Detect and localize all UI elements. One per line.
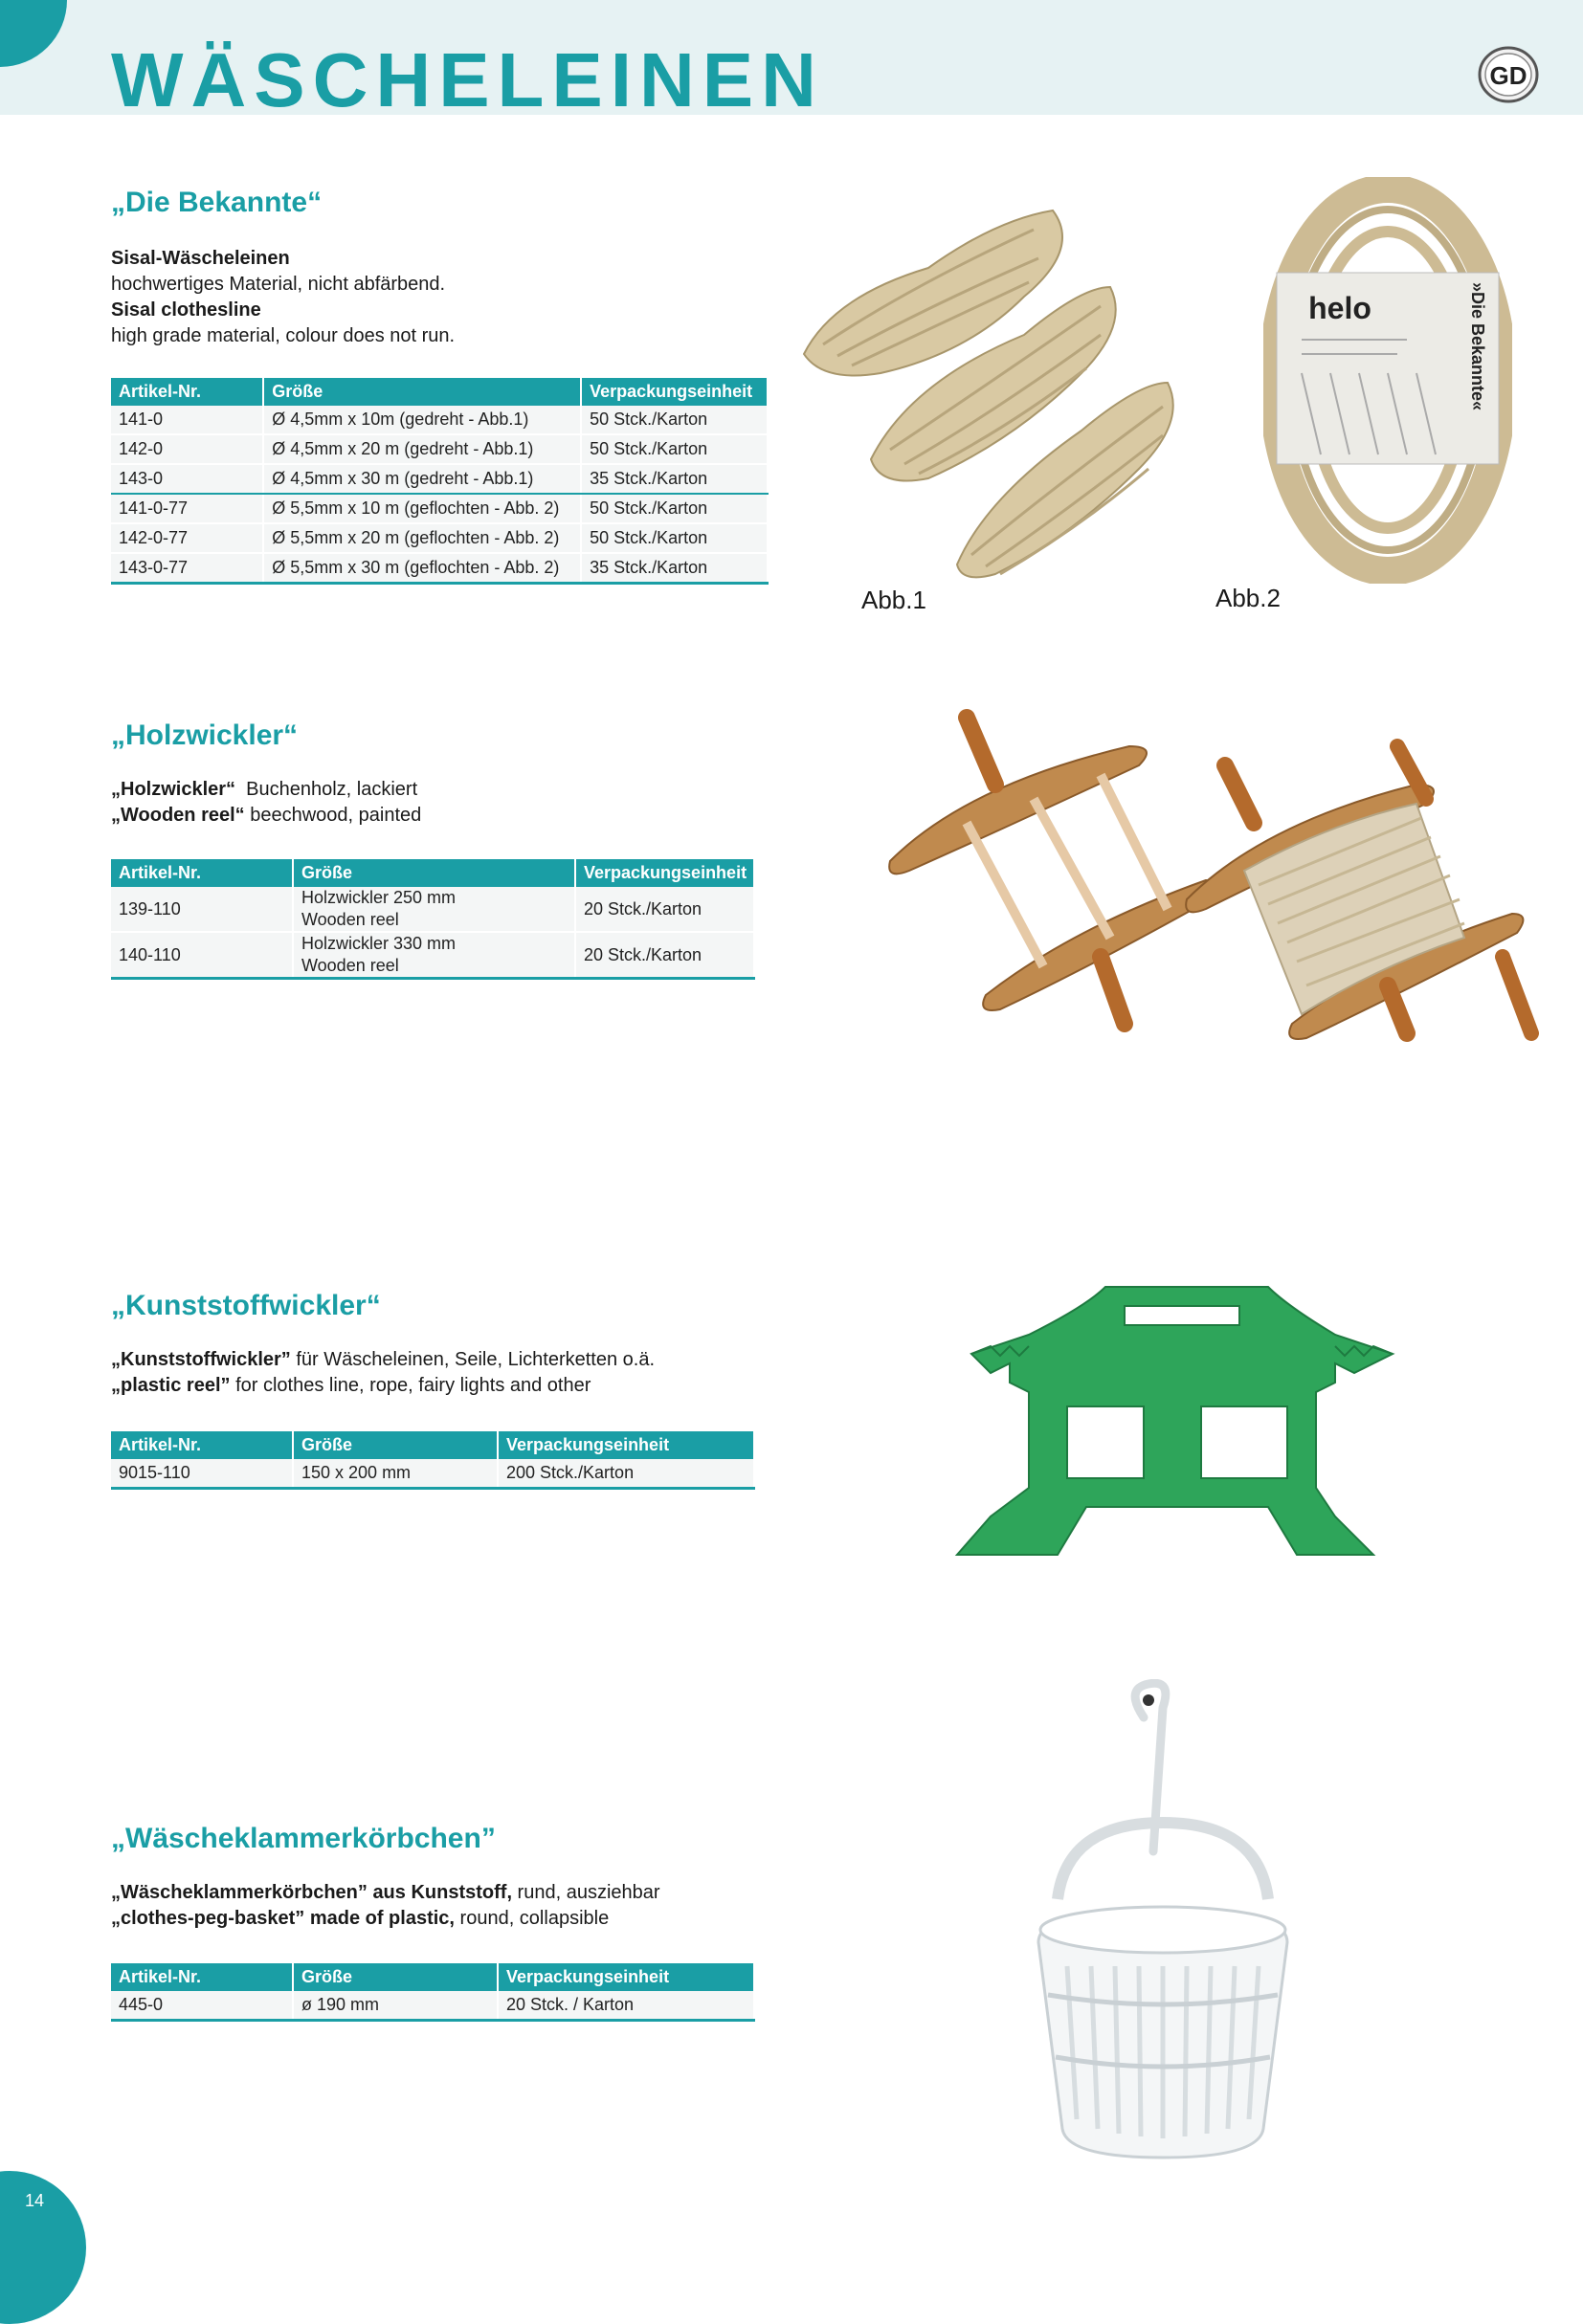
table-row bbox=[111, 1459, 754, 1489]
table-row bbox=[111, 1991, 754, 2021]
table-header-row bbox=[111, 1431, 754, 1459]
peg-basket-image bbox=[1019, 1679, 1306, 2177]
page-number: 14 bbox=[25, 2191, 45, 2210]
table-cell: 200 Stck./Karton bbox=[498, 1459, 754, 1489]
table-cell: Ø 4,5mm x 10m (gedreht - Abb.1) bbox=[263, 406, 581, 434]
table-cell: 141-0-77 bbox=[111, 494, 263, 523]
package-product-text: »Die Bekannte« bbox=[1468, 282, 1487, 411]
column-header: Artikel-Nr. bbox=[111, 378, 263, 406]
size-line: Holzwickler 250 mm bbox=[301, 888, 457, 907]
table-cell: 20 Stck./Karton bbox=[575, 932, 754, 979]
table-cell: 35 Stck./Karton bbox=[581, 553, 768, 584]
table-cell: ø 190 mm bbox=[293, 1991, 498, 2021]
table-cell: 141-0 bbox=[111, 406, 263, 434]
table-cell: 143-0 bbox=[111, 464, 263, 494]
desc-line: hochwertiges Material, nicht abfärbend. bbox=[111, 274, 446, 295]
brand-text: helo bbox=[1308, 291, 1371, 325]
wooden-reels-image bbox=[881, 708, 1541, 1052]
section-description bbox=[111, 1880, 660, 1932]
table-cell: Ø 4,5mm x 20 m (gedreht - Abb.1) bbox=[263, 434, 581, 464]
desc-text: rund, ausziehbar bbox=[512, 1882, 660, 1903]
desc-text: round, collapsible bbox=[454, 1908, 610, 1929]
desc-text: Buchenholz, lackiert bbox=[235, 779, 418, 800]
product-table-sisal bbox=[111, 378, 769, 585]
section-description bbox=[111, 1347, 655, 1399]
table-cell: 20 Stck./Karton bbox=[575, 887, 754, 932]
section-title-waescheklammerkoerbchen: „Wäscheklammerkörbchen” bbox=[111, 1823, 496, 1854]
braided-coil-image bbox=[1263, 177, 1512, 584]
table-row bbox=[111, 887, 754, 932]
size-line: Wooden reel bbox=[301, 956, 399, 975]
table-row bbox=[111, 523, 768, 553]
column-header: Artikel-Nr. bbox=[111, 1963, 293, 1991]
table-cell: 140-110 bbox=[111, 932, 293, 979]
table-cell: 150 x 200 mm bbox=[293, 1459, 498, 1489]
column-header: Verpackungseinheit bbox=[498, 1963, 754, 1991]
desc-bold: „clothes-peg-basket” made of plastic, bbox=[111, 1908, 455, 1929]
table-cell: 50 Stck./Karton bbox=[581, 494, 768, 523]
table-cell: 35 Stck./Karton bbox=[581, 464, 768, 494]
product-table-holzwickler bbox=[111, 859, 755, 980]
desc-bold: „Wooden reel“ bbox=[111, 805, 245, 826]
table-row bbox=[111, 406, 768, 434]
table-row bbox=[111, 932, 754, 979]
table-row bbox=[111, 494, 768, 523]
column-header: Artikel-Nr. bbox=[111, 859, 293, 887]
desc-line: high grade material, colour does not run. bbox=[111, 325, 456, 346]
column-header: Größe bbox=[293, 1431, 498, 1459]
column-header: Artikel-Nr. bbox=[111, 1431, 293, 1459]
size-line: Wooden reel bbox=[301, 910, 399, 929]
plastic-reel-image bbox=[952, 1268, 1402, 1574]
desc-text: for clothes line, rope, fairy lights and other bbox=[230, 1375, 591, 1396]
table-cell: 50 Stck./Karton bbox=[581, 406, 768, 434]
column-header: Größe bbox=[263, 378, 581, 406]
table-row bbox=[111, 464, 768, 494]
table-header-row bbox=[111, 1963, 754, 1991]
table-cell bbox=[293, 932, 575, 979]
table-cell: Ø 5,5mm x 30 m (geflochten - Abb. 2) bbox=[263, 553, 581, 584]
size-line: Holzwickler 330 mm bbox=[301, 934, 457, 953]
column-header: Verpackungseinheit bbox=[498, 1431, 754, 1459]
table-cell: 143-0-77 bbox=[111, 553, 263, 584]
sisal-hanks-image bbox=[794, 191, 1196, 584]
table-cell: 142-0 bbox=[111, 434, 263, 464]
section-description bbox=[111, 777, 421, 829]
table-header-row bbox=[111, 378, 768, 406]
desc-text: für Wäscheleinen, Seile, Lichterketten o.ä. bbox=[290, 1349, 656, 1370]
table-cell: Ø 4,5mm x 30 m (gedreht - Abb.1) bbox=[263, 464, 581, 494]
table-row bbox=[111, 553, 768, 584]
column-header: Verpackungseinheit bbox=[581, 378, 768, 406]
table-cell: 139-110 bbox=[111, 887, 293, 932]
section-title-kunststoffwickler: „Kunststoffwickler“ bbox=[111, 1290, 381, 1321]
table-cell: Ø 5,5mm x 10 m (geflochten - Abb. 2) bbox=[263, 494, 581, 523]
product-table-kunststoffwickler bbox=[111, 1431, 755, 1490]
desc-text: beechwood, painted bbox=[244, 805, 422, 826]
table-cell: 142-0-77 bbox=[111, 523, 263, 553]
table-cell bbox=[293, 887, 575, 932]
column-header: Größe bbox=[293, 859, 575, 887]
desc-bold: „Wäscheklammerkörbchen” aus Kunststoff, bbox=[111, 1882, 512, 1903]
page-title: WÄSCHELEINEN bbox=[111, 37, 824, 122]
table-cell: 9015-110 bbox=[111, 1459, 293, 1489]
desc-bold: „plastic reel” bbox=[111, 1375, 231, 1396]
section-description bbox=[111, 246, 455, 349]
wooden-reel-wound bbox=[1186, 746, 1531, 1039]
desc-bold: „Holzwickler“ bbox=[111, 779, 236, 800]
desc-line: Sisal-Wäscheleinen bbox=[111, 248, 290, 269]
section-title-holzwickler: „Holzwickler“ bbox=[111, 719, 299, 751]
figure-caption: Abb.1 bbox=[861, 586, 926, 614]
column-header: Größe bbox=[293, 1963, 498, 1991]
desc-bold: „Kunststoffwickler” bbox=[111, 1349, 291, 1370]
table-row bbox=[111, 434, 768, 464]
column-header: Verpackungseinheit bbox=[575, 859, 754, 887]
desc-line: Sisal clothesline bbox=[111, 299, 261, 321]
brand-logo bbox=[1478, 46, 1539, 103]
table-cell: Ø 5,5mm x 20 m (geflochten - Abb. 2) bbox=[263, 523, 581, 553]
table-cell: 20 Stck. / Karton bbox=[498, 1991, 754, 2021]
table-cell: 50 Stck./Karton bbox=[581, 523, 768, 553]
logo-text: GD bbox=[1489, 61, 1527, 90]
product-table-waescheklammerkoerbchen bbox=[111, 1963, 755, 2022]
figure-caption: Abb.2 bbox=[1215, 584, 1281, 612]
table-header-row bbox=[111, 859, 754, 887]
table-cell: 50 Stck./Karton bbox=[581, 434, 768, 464]
section-title-die-bekannte: „Die Bekannte“ bbox=[111, 187, 323, 218]
table-cell: 445-0 bbox=[111, 1991, 293, 2021]
wooden-reel-empty bbox=[889, 718, 1216, 1024]
